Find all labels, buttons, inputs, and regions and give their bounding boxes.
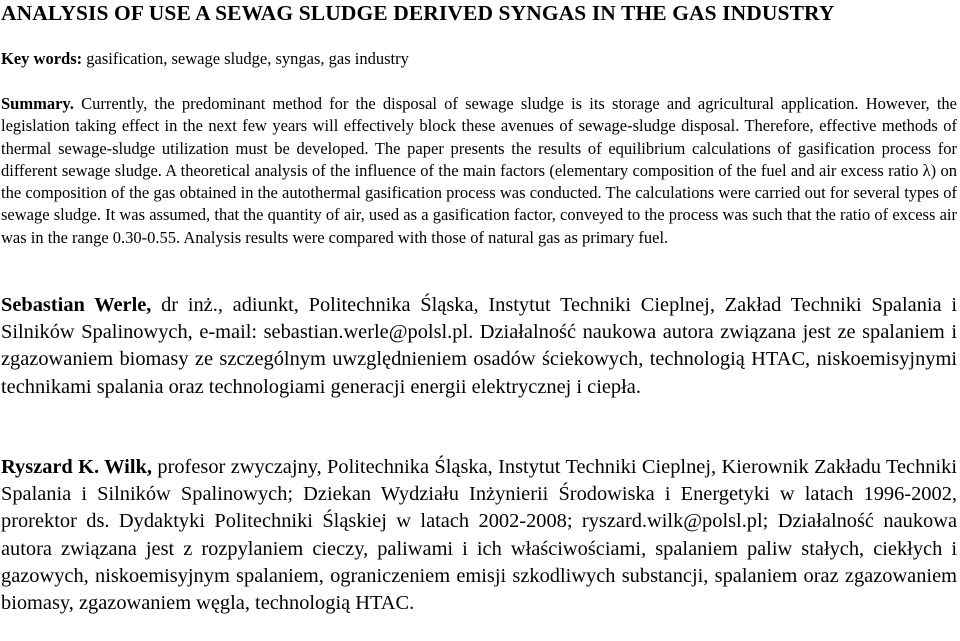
keywords-paragraph	[1, 49, 409, 69]
author-name-wilk: Ryszard K. Wilk,	[1, 456, 152, 478]
summary-label: Summary.	[1, 94, 74, 113]
author-bio-wilk	[1, 454, 957, 617]
author-name-werle: Sebastian Werle,	[1, 294, 152, 316]
summary-paragraph	[1, 93, 957, 249]
keywords-text: gasification, sewage sludge, syngas, gas industry	[82, 49, 409, 68]
keywords-label: Key words:	[1, 49, 83, 68]
author-text-wilk: profesor zwyczajny, Politechnika Śląska, Instytut Techniki Cieplnej, Kierownik Zakładu Techniki Spalania i Silników Spalinowych; Dziekan Wydziału Inżynierii Środowiska i Energetyki w latach 1996-2002, prorektor ds. Dydaktyki Politechniki Śląskiej w latach 2002-2008; ryszard.wilk@polsl.pl; Działalność naukowa autora związana jest z rozpylaniem cieczy, paliwami i ich właściwościami, spalaniem paliw stałych, ciekłych i gazowych, niskoemisyjnym spalaniem, ograniczeniem emisji szkodliwych substancji, spalaniem oraz zgazowaniem biomasy, zgazowaniem węgla, technologią HTAC.	[1, 456, 957, 615]
paper-title: ANALYSIS OF USE A SEWAG SLUDGE DERIVED SYNGAS IN THE GAS INDUSTRY	[1, 1, 835, 25]
author-text-werle: dr inż., adiunkt, Politechnika Śląska, Instytut Techniki Cieplnej, Zakład Techniki Spalania i Silników Spalinowych, e-mail: sebastian.werle@polsl.pl. Działalność naukowa autora związana jest ze spalaniem i zgazowaniem biomasy ze szczególnym uwzględnieniem osadów ściekowych, technologią HTAC, niskoemisyjnymi technikami spalania oraz technologiami generacji energii elektrycznej i ciepła.	[1, 294, 957, 398]
author-bio-werle	[1, 292, 957, 401]
summary-text: Currently, the predominant method for the disposal of sewage sludge is its storage and agricultural application. However, the legislation taking effect in the next few years will effectively block these avenues of sewage-sludge disposal. Therefore, effective methods of thermal sewage-sludge utilization must be developed. The paper presents the results of equilibrium calculations of gasification process for different sewage sludge. A theoretical analysis of the influence of the main factors (elementary composition of the fuel and air excess ratio λ) on the composition of the gas obtained in the autothermal gasification process was conducted. The calculations were carried out for several types of sewage sludge. It was assumed, that the quantity of air, used as a gasification factor, conveyed to the process was such that the ratio of excess air was in the range 0.30-0.55. Analysis results were compared with those of natural gas as primary fuel.	[1, 94, 957, 247]
